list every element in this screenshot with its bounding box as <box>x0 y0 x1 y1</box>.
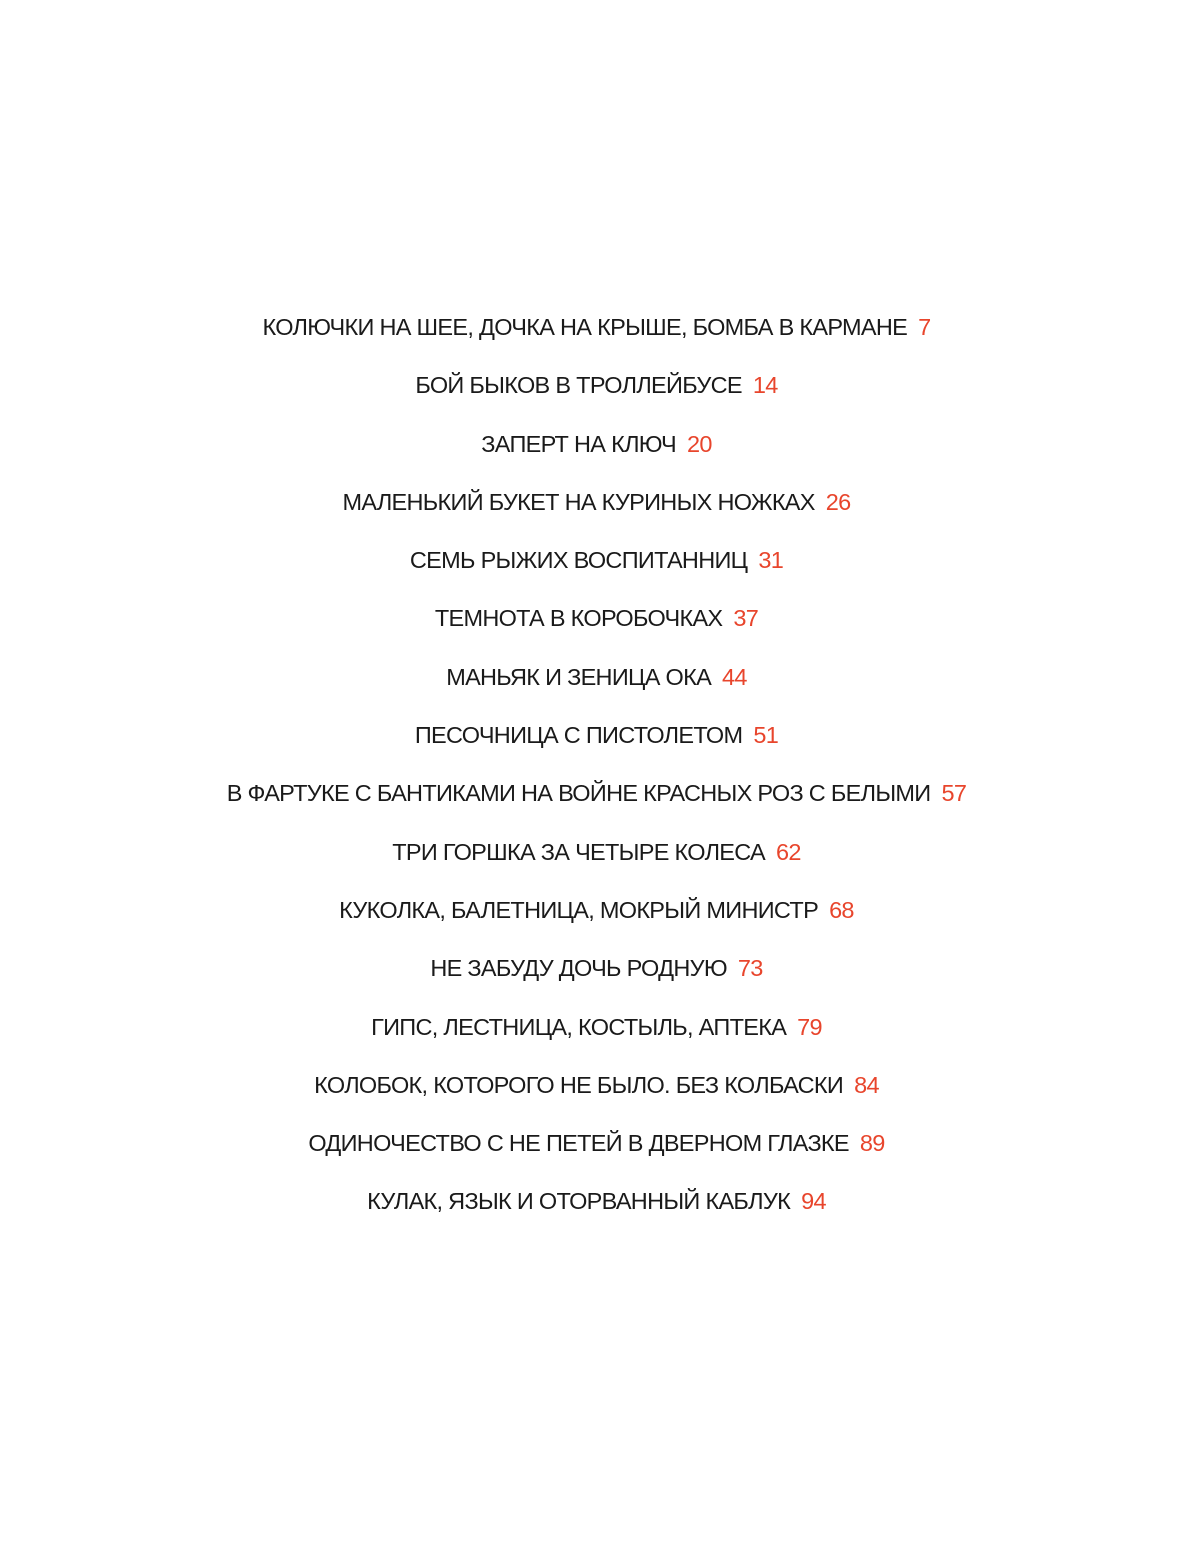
toc-entry-page: 20 <box>687 430 712 457</box>
toc-entry[interactable] <box>0 773 1193 831</box>
toc-entry[interactable] <box>0 365 1193 423</box>
toc-entry-title: МАНЬЯК И ЗЕНИЦА ОКА <box>446 663 712 690</box>
table-of-contents <box>0 307 1193 1240</box>
toc-entry[interactable] <box>0 540 1193 598</box>
toc-entry[interactable] <box>0 1007 1193 1065</box>
toc-entry-page: 73 <box>737 955 763 982</box>
toc-entry-title: МАЛЕНЬКИЙ БУКЕТ НА КУРИНЫХ НОЖКАХ <box>342 488 815 515</box>
toc-entry[interactable] <box>0 1123 1193 1181</box>
toc-entry-title: ТРИ ГОРШКА ЗА ЧЕТЫРЕ КОЛЕСА <box>392 838 766 865</box>
toc-entry-title: ТЕМНОТА В КОРОБОЧКАХ <box>434 605 723 632</box>
toc-entry-page: 14 <box>752 372 778 399</box>
toc-entry-title: В ФАРТУКЕ С БАНТИКАМИ НА ВОЙНЕ КРАСНЫХ РОЗ С БЕЛЫМИ <box>226 780 931 807</box>
toc-entry-page: 68 <box>829 896 854 923</box>
toc-entry[interactable] <box>0 1181 1193 1239</box>
toc-entry-title: ПЕСОЧНИЦА С ПИСТОЛЕТОМ <box>414 722 743 749</box>
toc-entry[interactable] <box>0 307 1193 365</box>
toc-entry[interactable] <box>0 598 1193 656</box>
toc-entry[interactable] <box>0 1065 1193 1123</box>
toc-entry-page: 62 <box>776 838 801 865</box>
toc-entry[interactable] <box>0 832 1193 890</box>
toc-entry-title: СЕМЬ РЫЖИХ ВОСПИТАННИЦ <box>409 547 748 574</box>
toc-entry-page: 7 <box>918 314 931 340</box>
toc-entry[interactable] <box>0 657 1193 715</box>
toc-entry-page: 89 <box>859 1130 885 1157</box>
toc-entry[interactable] <box>0 890 1193 948</box>
toc-entry-page: 57 <box>941 780 967 807</box>
toc-entry[interactable] <box>0 948 1193 1006</box>
toc-entry[interactable] <box>0 482 1193 540</box>
toc-entry-page: 94 <box>801 1188 826 1215</box>
toc-entry-title: КУЛАК, ЯЗЫК И ОТОРВАННЫЙ КАБЛУК <box>367 1188 791 1215</box>
toc-entry-title: КОЛЮЧКИ НА ШЕЕ, ДОЧКА НА КРЫШЕ, БОМБА В КАРМАНЕ <box>262 314 908 340</box>
toc-entry-title: ОДИНОЧЕСТВО С НЕ ПЕТЕЙ В ДВЕРНОМ ГЛАЗКЕ <box>308 1130 849 1157</box>
toc-entry-title: ЗАПЕРТ НА КЛЮЧ <box>481 430 677 457</box>
toc-entry-page: 26 <box>825 488 851 515</box>
toc-entry-page: 31 <box>758 547 784 574</box>
toc-entry-page: 37 <box>733 605 759 632</box>
toc-entry-title: НЕ ЗАБУДУ ДОЧЬ РОДНУЮ <box>430 955 727 982</box>
toc-entry-page: 84 <box>854 1071 879 1098</box>
toc-entry-title: КУКОЛКА, БАЛЕТНИЦА, МОКРЫЙ МИНИСТР <box>339 896 819 923</box>
toc-entry-page: 79 <box>797 1013 822 1040</box>
toc-entry-title: ГИПС, ЛЕСТНИЦА, КОСТЫЛЬ, АПТЕКА <box>371 1013 787 1040</box>
toc-entry-page: 44 <box>722 663 747 690</box>
toc-entry-title: БОЙ БЫКОВ В ТРОЛЛЕЙБУСЕ <box>415 372 742 399</box>
toc-entry[interactable] <box>0 424 1193 482</box>
toc-entry-page: 51 <box>753 722 779 749</box>
toc-entry-title: КОЛОБОК, КОТОРОГО НЕ БЫЛО. БЕЗ КОЛБАСКИ <box>314 1071 844 1098</box>
toc-entry[interactable] <box>0 715 1193 773</box>
